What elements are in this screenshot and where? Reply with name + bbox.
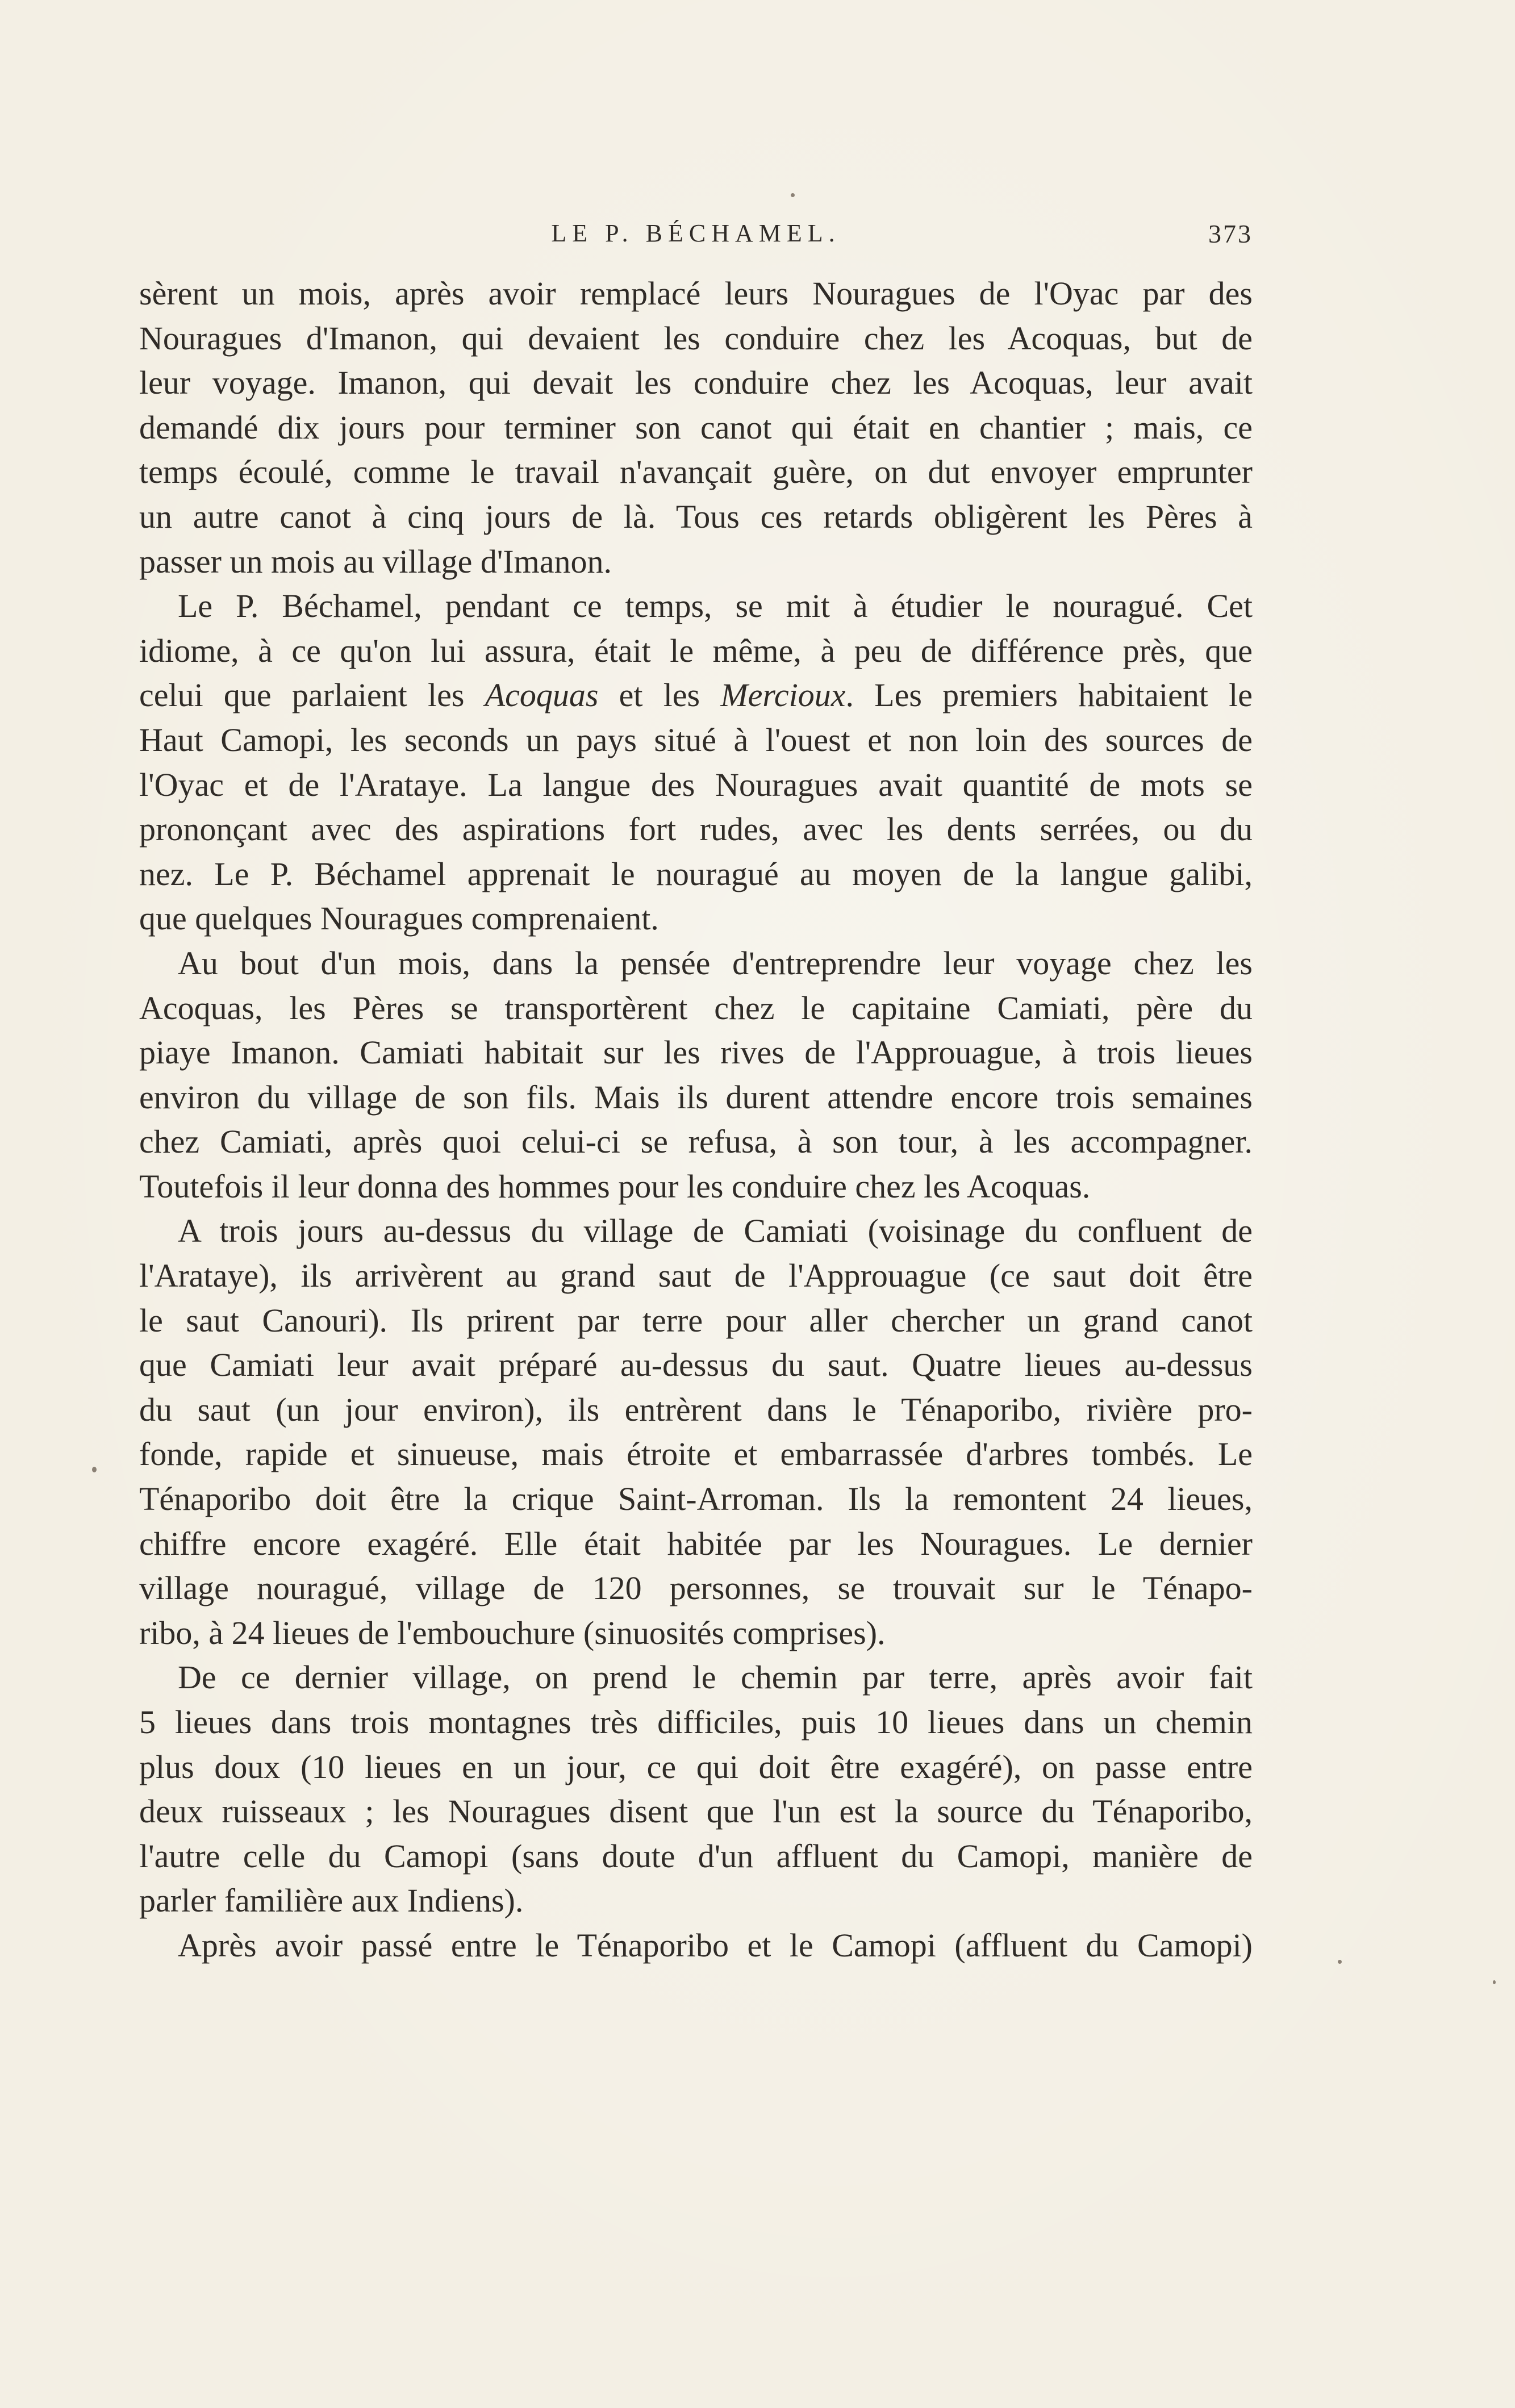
text-run: celui que parlaient les	[139, 677, 485, 714]
text-line: village nouragué, village de 120 personnes, se trouvait sur le Ténapo-	[139, 1570, 1253, 1607]
text-line: passer un mois au village d'Imanon.	[139, 542, 612, 580]
running-header	[139, 219, 1253, 258]
text-line: l'Arataye), ils arrivèrent au grand saut de l'Approuague (ce saut doit être	[139, 1257, 1253, 1295]
text-line: parler familière aux Indiens).	[139, 1882, 524, 1919]
text-line: nez. Le P. Béchamel apprenait le nouragué au moyen de la langue galibi,	[139, 855, 1253, 892]
italic-term-acoquas: Acoquas	[485, 677, 599, 714]
text-run: . Les premiers habitaient le	[845, 677, 1253, 714]
ink-speck	[791, 193, 795, 197]
text-line: Au bout d'un mois, dans la pensée d'entreprendre leur voyage chez les	[178, 944, 1253, 982]
text-line: du saut (un jour environ), ils entrèrent dans le Ténaporibo, rivière pro-	[139, 1391, 1253, 1428]
text-line: A trois jours au-dessus du village de Camiati (voisinage du confluent de	[178, 1212, 1253, 1250]
text-line: chiffre encore exagéré. Elle était habitée par les Nouragues. Le dernier	[139, 1525, 1253, 1562]
text-line: Après avoir passé entre le Ténaporibo et le Camopi (affluent du Camopi)	[178, 1926, 1253, 1964]
text-line: que quelques Nouragues comprenaient.	[139, 900, 659, 937]
text-line: temps écoulé, comme le travail n'avançait guère, on dut envoyer emprunter	[139, 453, 1253, 491]
text-line: 5 lieues dans trois montagnes très difficiles, puis 10 lieues dans un chemin	[139, 1704, 1253, 1741]
text-line: l'Oyac et de l'Arataye. La langue des Nouragues avait quantité de mots se	[139, 766, 1253, 803]
text-line: Ténaporibo doit être la crique Saint-Arroman. Ils la remontent 24 lieues,	[139, 1480, 1253, 1518]
text-line: deux ruisseaux ; les Nouragues disent que l'un est la source du Ténaporibo,	[139, 1793, 1253, 1830]
italic-term-mercioux: Mercioux	[720, 677, 846, 714]
text-line: Acoquas, les Pères se transportèrent chez le capitaine Camiati, père du	[139, 989, 1253, 1026]
text-line: ribo, à 24 lieues de l'embouchure (sinuosités comprises).	[139, 1614, 886, 1651]
text-line: l'autre celle du Camopi (sans doute d'un affluent du Camopi, manière de	[139, 1837, 1253, 1875]
text-run: et les	[598, 677, 721, 714]
text-line: un autre canot à cinq jours de là. Tous ces retards obligèrent les Pères à	[139, 498, 1253, 535]
page-number: 373	[1208, 219, 1253, 248]
text-line: prononçant avec des aspirations fort rudes, avec les dents serrées, ou du	[139, 811, 1253, 848]
text-line: environ du village de son fils. Mais ils durent attendre encore trois semaines	[139, 1078, 1253, 1116]
text-line: que Camiati leur avait préparé au-dessus du saut. Quatre lieues au-dessus	[139, 1346, 1253, 1384]
text-line: Le P. Béchamel, pendant ce temps, se mit à étudier le nouragué. Cet	[178, 587, 1253, 625]
body-text	[139, 272, 1253, 1968]
text-line: fonde, rapide et sinueuse, mais étroite et embarrassée d'arbres tombés. Le	[139, 1435, 1253, 1473]
text-line: plus doux (10 lieues en un jour, ce qui doit être exagéré), on passe entre	[139, 1748, 1253, 1785]
running-title: LE P. BÉCHAMEL.	[551, 219, 841, 247]
ink-speck	[1338, 1960, 1342, 1964]
text-line: sèrent un mois, après avoir remplacé leurs Nouragues de l'Oyac par des	[139, 275, 1253, 312]
text-line: demandé dix jours pour terminer son canot qui était en chantier ; mais, ce	[139, 408, 1253, 446]
text-line: Nouragues d'Imanon, qui devaient les conduire chez les Acoquas, but de	[139, 319, 1253, 357]
text-line: Haut Camopi, les seconds un pays situé à l'ouest et non loin des sources de	[139, 721, 1253, 758]
text-line: leur voyage. Imanon, qui devait les conduire chez les Acoquas, leur avait	[139, 364, 1253, 402]
text-line: Toutefois il leur donna des hommes pour les conduire chez les Acoquas.	[139, 1167, 1091, 1205]
text-line: chez Camiati, après quoi celui-ci se refusa, à son tour, à les accompagner.	[139, 1123, 1253, 1161]
ink-speck	[1493, 1980, 1496, 1984]
text-line: idiome, à ce qu'on lui assura, était le même, à peu de différence près, que	[139, 632, 1253, 669]
text-line: De ce dernier village, on prend le chemin par terre, après avoir fait	[178, 1659, 1253, 1696]
text-line: le saut Canouri). Ils prirent par terre pour aller chercher un grand canot	[139, 1301, 1253, 1339]
ink-speck	[92, 1467, 97, 1472]
text-line: piaye Imanon. Camiati habitait sur les rives de l'Approuague, à trois lieues	[139, 1034, 1253, 1071]
text-line	[139, 673, 1253, 718]
